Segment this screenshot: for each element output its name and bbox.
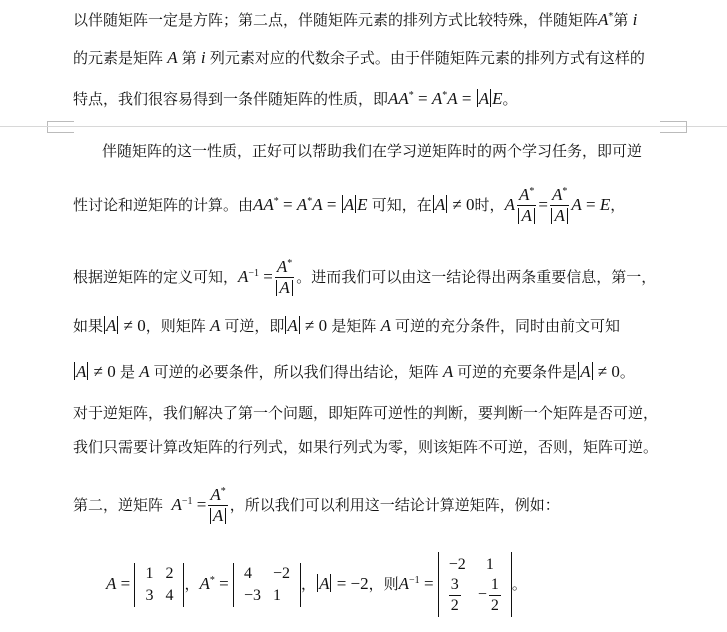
para2-line3: 根据逆矩阵的定义可知，$A^{-1}$ = $\frac{A^*}{A}$ 。进而我们可以由这一结论得出两条重要信息，第一，	[73, 257, 657, 297]
para2-line8: 第二，逆矩阵 $A^{-1}$ = $\frac{A^*}{A}$ ，所以我们可以利用这一结论计算逆矩阵，例如：	[73, 485, 560, 525]
matrix-example: A = 1 2 3 4 ，A* = 4 −2 −3 1 ， A = −2，则$A^{-1}$ = −2 1 $\frac{3}{2}$ − $\frac{1}{2}$ 。	[106, 552, 527, 617]
para2-line4: 如果 A ≠ 0，则矩阵 A 可逆，即 A ≠ 0 是矩阵 A 可逆的充分条件，同时由前文可知	[73, 316, 620, 335]
page-break-line	[0, 126, 727, 127]
para1-line2: 的元素是矩阵 A 第 i 列元素对应的代数余子式。由于伴随矩阵元素的排列方式有这样的	[73, 48, 645, 67]
para1-line1: 以伴随矩阵一定是方阵；第二点，伴随矩阵元素的排列方式比较特殊，伴随矩阵A*第 i	[73, 10, 638, 29]
matrix-a-inverse: −2 1 $\frac{3}{2}$ − $\frac{1}{2}$	[438, 552, 512, 617]
formula-property: AA* = A*A = A E	[388, 89, 503, 108]
determinant: A = −2	[319, 574, 369, 593]
para2-line2: 性讨论和逆矩阵的计算。由AA* = A*A = A E 可知，在 A ≠ 0时，A $\frac{A^*}{A}$ = $\frac{A^*}{A}$ A = E，	[73, 185, 626, 225]
para2-line5: A ≠ 0 是 A 可逆的必要条件，所以我们得出结论，矩阵 A 可逆的充要条件是 A ≠ 0。	[76, 362, 635, 381]
matrix-a: 1 2 3 4	[134, 563, 184, 607]
page-margin-mark-right	[660, 121, 687, 133]
matrix-a-star: 4 −2 −3 1	[233, 563, 301, 607]
para2-line7: 我们只需要计算改矩阵的行列式，如果行列式为零，则该矩阵不可逆，否则，矩阵可逆。	[73, 438, 659, 456]
para1-line3: 特点，我们很容易得到一条伴随矩阵的性质，即AA* = A*A = A E。	[73, 89, 518, 108]
page-margin-mark-left	[47, 121, 74, 133]
para2-line6: 对于逆矩阵，我们解决了第一个问题，即矩阵可逆性的判断，要判断一个矩阵是否可逆，	[73, 404, 659, 422]
para2-line1: 伴随矩阵的这一性质，正好可以帮助我们在学习逆矩阵时的两个学习任务，即可逆	[102, 142, 643, 160]
